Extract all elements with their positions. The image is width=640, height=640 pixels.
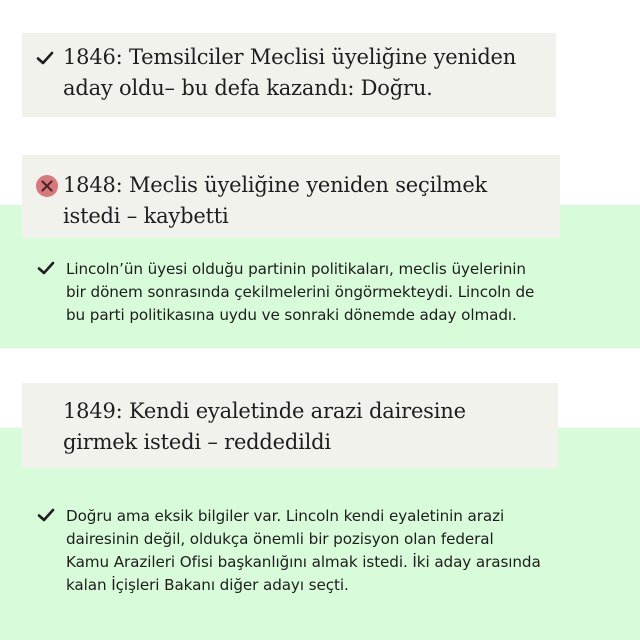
claim-1849-text: 1849: Kendi eyaletinde arazi dairesine girmek istedi – reddedildi (63, 399, 466, 454)
x-circle-icon (35, 174, 59, 198)
explanation-1848-text: Lincoln’ün üyesi olduğu partinin politikaları, meclis üyelerinin bir dönem sonrasında çekilmelerini öngörmekteydi. Lincoln de bu parti politikasına uydu ve sonraki dönemde aday olmadı. (66, 260, 535, 324)
check-icon (36, 505, 56, 525)
check-icon (35, 48, 55, 68)
explanation-1849-text: Doğru ama eksik bilgiler var. Lincoln kendi eyaletinin arazi dairesinin değil, oldukça önemli bir pozisyon olan federal Kamu Arazileri Ofisi başkanlığını almak istedi. İki aday arasında kalan İçişleri Bakanı diğer adayı seçti. (66, 507, 541, 594)
claim-1848-text: 1848: Meclis üyeliğine yeniden seçilmek istedi – kaybetti (63, 173, 488, 228)
check-icon (36, 258, 56, 278)
claim-1846-text: 1846: Temsilciler Meclisi üyeliğine yeniden aday oldu– bu defa kazandı: Doğru. (63, 45, 517, 100)
